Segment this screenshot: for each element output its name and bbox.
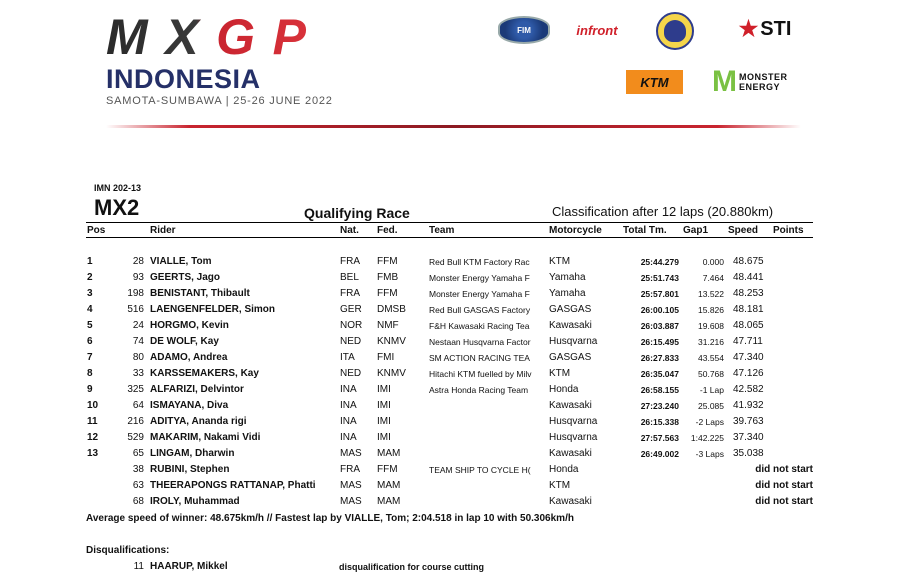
speed: 35.038	[733, 448, 764, 459]
position: 10	[87, 400, 99, 411]
total-time: 27:57.563	[640, 433, 679, 443]
rider-number: 516	[127, 304, 144, 315]
classification-info: Classification after 12 laps (20.880km)	[552, 204, 774, 219]
rider-name: THEERAPONGS RATTANAP, Phatti	[150, 480, 316, 491]
gap: 19.608	[698, 321, 724, 331]
nationality: INA	[340, 432, 357, 443]
rider-number: 63	[132, 480, 144, 491]
gap: 13.522	[698, 289, 724, 299]
nationality: MAS	[340, 448, 362, 459]
monster-energy-logo	[712, 64, 796, 100]
federation: DMSB	[377, 304, 406, 315]
table-row	[0, 430, 900, 446]
nationality: INA	[340, 416, 357, 427]
rider-number: 24	[132, 320, 144, 331]
dq-reason: disqualification for course cutting	[339, 562, 485, 572]
speed: 41.932	[733, 400, 764, 411]
speed: 39.763	[733, 416, 764, 427]
rider-number: 33	[132, 368, 144, 379]
motorcycle: Husqvarna	[549, 416, 598, 427]
motorcycle: Kawasaki	[549, 320, 592, 331]
motorcycle: Kawasaki	[549, 448, 592, 459]
motorcycle: Yamaha	[549, 272, 586, 283]
position: 1	[87, 256, 93, 267]
position: 5	[87, 320, 93, 331]
gap: -2 Laps	[695, 417, 724, 427]
rider-name: RUBINI, Stephen	[150, 464, 230, 475]
table-row-dns	[0, 478, 900, 494]
federation: IMI	[377, 400, 391, 411]
mxgp-logo	[106, 12, 311, 60]
fim-logo-text: FIM	[517, 25, 531, 35]
total-time: 27:23.240	[640, 401, 679, 411]
fim-logo	[498, 16, 550, 44]
gap: 0.000	[702, 257, 724, 267]
total-time: 26:03.887	[640, 321, 679, 331]
dq-rider-name: HAARUP, Mikkel	[150, 561, 228, 572]
rider-number: 74	[132, 336, 144, 347]
motorcycle: GASGAS	[549, 352, 592, 363]
nationality: MAS	[340, 480, 362, 491]
rider-name: IROLY, Muhammad	[150, 496, 240, 507]
col-header-speed: Speed	[728, 225, 759, 236]
total-time: 26:49.002	[640, 449, 679, 459]
motorcycle: Kawasaki	[549, 400, 592, 411]
gap: 7.464	[702, 273, 724, 283]
total-time: 26:58.155	[640, 385, 679, 395]
position: 2	[87, 272, 93, 283]
speed: 47.711	[733, 336, 763, 347]
rider-number: 38	[132, 464, 144, 475]
table-row-dns	[0, 494, 900, 510]
sti-logo	[730, 14, 800, 44]
team-name: Hitachi KTM fuelled by Milv	[429, 369, 532, 379]
motorcycle: KTM	[549, 256, 571, 267]
table-header-rule	[86, 237, 813, 238]
rider-number: 325	[127, 384, 144, 395]
disqualifications-heading: Disqualifications:	[86, 545, 170, 556]
rider-name: BENISTANT, Thibault	[150, 288, 250, 299]
nationality: MAS	[340, 496, 362, 507]
rider-number: 80	[132, 352, 144, 363]
rider-number: 216	[127, 416, 144, 427]
position: 12	[87, 432, 99, 443]
speed: 48.675	[733, 256, 764, 267]
speed: 48.253	[733, 288, 764, 299]
col-header-nat: Nat.	[340, 225, 359, 236]
col-header-pos: Pos	[87, 225, 106, 236]
position: 3	[87, 288, 93, 299]
table-row	[0, 382, 900, 398]
rider-name: ALFARIZI, Delvintor	[150, 384, 244, 395]
nationality: FRA	[340, 464, 360, 475]
position: 11	[87, 416, 98, 427]
motorcycle: Husqvarna	[549, 336, 598, 347]
nationality: NED	[340, 336, 362, 347]
total-time: 25:51.743	[640, 273, 679, 283]
table-row	[0, 286, 900, 302]
nationality: FRA	[340, 288, 360, 299]
position: 8	[87, 368, 93, 379]
position: 6	[87, 336, 93, 347]
col-header-rider: Rider	[150, 225, 176, 236]
col-header-team: Team	[429, 225, 455, 236]
total-time: 25:57.801	[640, 289, 679, 299]
table-row	[0, 318, 900, 334]
table-row	[0, 350, 900, 366]
total-time: 26:27.833	[640, 353, 679, 363]
col-header-total: Total Tm.	[623, 225, 667, 236]
nationality: GER	[340, 304, 362, 315]
race-name: Qualifying Race	[304, 205, 410, 221]
imn-code: IMN 202-13	[94, 183, 142, 193]
col-header-motorcycle: Motorcycle	[549, 225, 602, 236]
speed: 48.441	[733, 272, 764, 283]
event-subtitle: SAMOTA-SUMBAWA | 25-26 JUNE 2022	[106, 95, 333, 107]
rider-number: 64	[132, 400, 144, 411]
rider-name: HORGMO, Kevin	[150, 320, 229, 331]
position: 13	[87, 448, 99, 459]
monster-logo-text: MONSTER ENERGY	[739, 72, 788, 92]
rider-name: DE WOLF, Kay	[150, 336, 219, 347]
motorcycle: Kawasaki	[549, 496, 592, 507]
class-name: MX2	[94, 195, 140, 220]
team-name: Astra Honda Racing Team	[429, 385, 529, 395]
rider-name: ADAMO, Andrea	[150, 352, 228, 363]
rider-name: MAKARIM, Nakami Vidi	[150, 432, 261, 443]
speed: 48.181	[733, 304, 764, 315]
position: 4	[87, 304, 93, 315]
total-time: 25:44.279	[640, 257, 679, 267]
col-header-fed: Fed.	[377, 225, 398, 236]
rider-number: 93	[132, 272, 144, 283]
disqualification-row	[0, 559, 900, 575]
team-name: SM ACTION RACING TEA	[429, 353, 530, 363]
team-name: F&H Kawasaki Racing Tea	[429, 321, 530, 331]
total-time: 26:15.338	[640, 417, 679, 427]
team-name: Monster Energy Yamaha F	[429, 289, 530, 299]
federation: FFM	[377, 256, 398, 267]
col-header-points: Points	[773, 225, 804, 236]
total-time: 26:00.105	[640, 305, 679, 315]
table-row	[0, 398, 900, 414]
status: did not start	[755, 464, 813, 475]
col-header-gap: Gap1	[683, 225, 709, 236]
motorcycle: GASGAS	[549, 304, 592, 315]
team-name: Red Bull KTM Factory Rac	[429, 257, 530, 267]
rider-number: 28	[132, 256, 144, 267]
logo-text: MXGP	[106, 12, 306, 60]
federation: MAM	[377, 496, 401, 507]
federation: FFM	[377, 288, 398, 299]
race-summary: Average speed of winner: 48.675km/h // Fastest lap by VIALLE, Tom; 2:04.518 in lap 10 with 50.306km/h	[86, 513, 574, 524]
rider-name: LINGAM, Dharwin	[150, 448, 235, 459]
gap: 25.085	[698, 401, 724, 411]
infront-logo	[572, 20, 622, 40]
motorcycle: Honda	[549, 464, 579, 475]
nationality: ITA	[340, 352, 355, 363]
gap: 15.826	[698, 305, 724, 315]
federation: MAM	[377, 448, 401, 459]
ktm-logo	[626, 70, 683, 94]
rider-name: GEERTS, Jago	[150, 272, 221, 283]
status: did not start	[755, 480, 813, 491]
rider-number: 68	[132, 496, 144, 507]
status: did not start	[755, 496, 813, 507]
total-time: 26:35.047	[640, 369, 679, 379]
motorcycle: KTM	[549, 480, 571, 491]
nationality: BEL	[340, 272, 359, 283]
table-top-rule	[86, 222, 813, 223]
federation: KNMV	[377, 368, 406, 379]
nationality: INA	[340, 384, 357, 395]
table-row	[0, 366, 900, 382]
position: 9	[87, 384, 93, 395]
rider-name: ISMAYANA, Diva	[150, 400, 229, 411]
federation: FMB	[377, 272, 399, 283]
gap: 43.554	[698, 353, 724, 363]
federation: MAM	[377, 480, 401, 491]
motorcycle: Husqvarna	[549, 432, 598, 443]
federation: IMI	[377, 416, 391, 427]
speed: 37.340	[733, 432, 764, 443]
sti-logo-text: STI	[760, 17, 792, 40]
table-row	[0, 334, 900, 350]
rider-name: VIALLE, Tom	[150, 256, 212, 267]
rider-name: LAENGENFELDER, Simon	[150, 304, 276, 315]
speed: 47.126	[733, 368, 764, 379]
table-row	[0, 254, 900, 270]
monster-claw-icon: M	[712, 65, 737, 98]
motorcycle: KTM	[549, 368, 571, 379]
gap: -1 Lap	[699, 385, 724, 395]
rider-number: 198	[127, 288, 144, 299]
federation: IMI	[377, 432, 391, 443]
federation: FMI	[377, 352, 395, 363]
team-name: Monster Energy Yamaha F	[429, 273, 530, 283]
table-row	[0, 270, 900, 286]
speed: 42.582	[733, 384, 764, 395]
federation: FFM	[377, 464, 398, 475]
rider-name: KARSSEMAKERS, Kay	[150, 368, 259, 379]
federation: NMF	[377, 320, 399, 331]
position: 7	[87, 352, 93, 363]
speed: 48.065	[733, 320, 764, 331]
infront-logo-text: infront	[576, 22, 618, 38]
team-name: TEAM SHIP TO CYCLE H(	[429, 465, 531, 475]
table-row-dns	[0, 462, 900, 478]
speed: 47.340	[733, 352, 764, 363]
nationality: NOR	[340, 320, 363, 331]
header-divider	[106, 125, 801, 128]
team-name: Nestaan Husqvarna Factor	[429, 337, 531, 347]
motorcycle: Honda	[549, 384, 579, 395]
nationality: NED	[340, 368, 362, 379]
table-row	[0, 302, 900, 318]
federation: IMI	[377, 384, 391, 395]
gap: -3 Laps	[695, 449, 724, 459]
gap: 50.768	[698, 369, 724, 379]
dq-rider-number: 11	[133, 561, 144, 572]
rider-number: 65	[132, 448, 144, 459]
rider-number: 529	[127, 432, 144, 443]
star-icon: ★	[738, 16, 759, 41]
table-row	[0, 446, 900, 462]
motorcycle: Yamaha	[549, 288, 586, 299]
federation: KNMV	[377, 336, 406, 347]
event-title: INDONESIA	[106, 64, 261, 94]
team-name: Red Bull GASGAS Factory	[429, 305, 531, 315]
gap: 31.216	[698, 337, 724, 347]
nationality: INA	[340, 400, 357, 411]
table-row	[0, 414, 900, 430]
imi-logo	[656, 12, 694, 50]
gap: 1:42.225	[690, 433, 724, 443]
nationality: FRA	[340, 256, 360, 267]
total-time: 26:15.495	[640, 337, 679, 347]
ktm-logo-text: KTM	[640, 74, 669, 90]
rider-name: ADITYA, Ananda rigi	[150, 416, 247, 427]
